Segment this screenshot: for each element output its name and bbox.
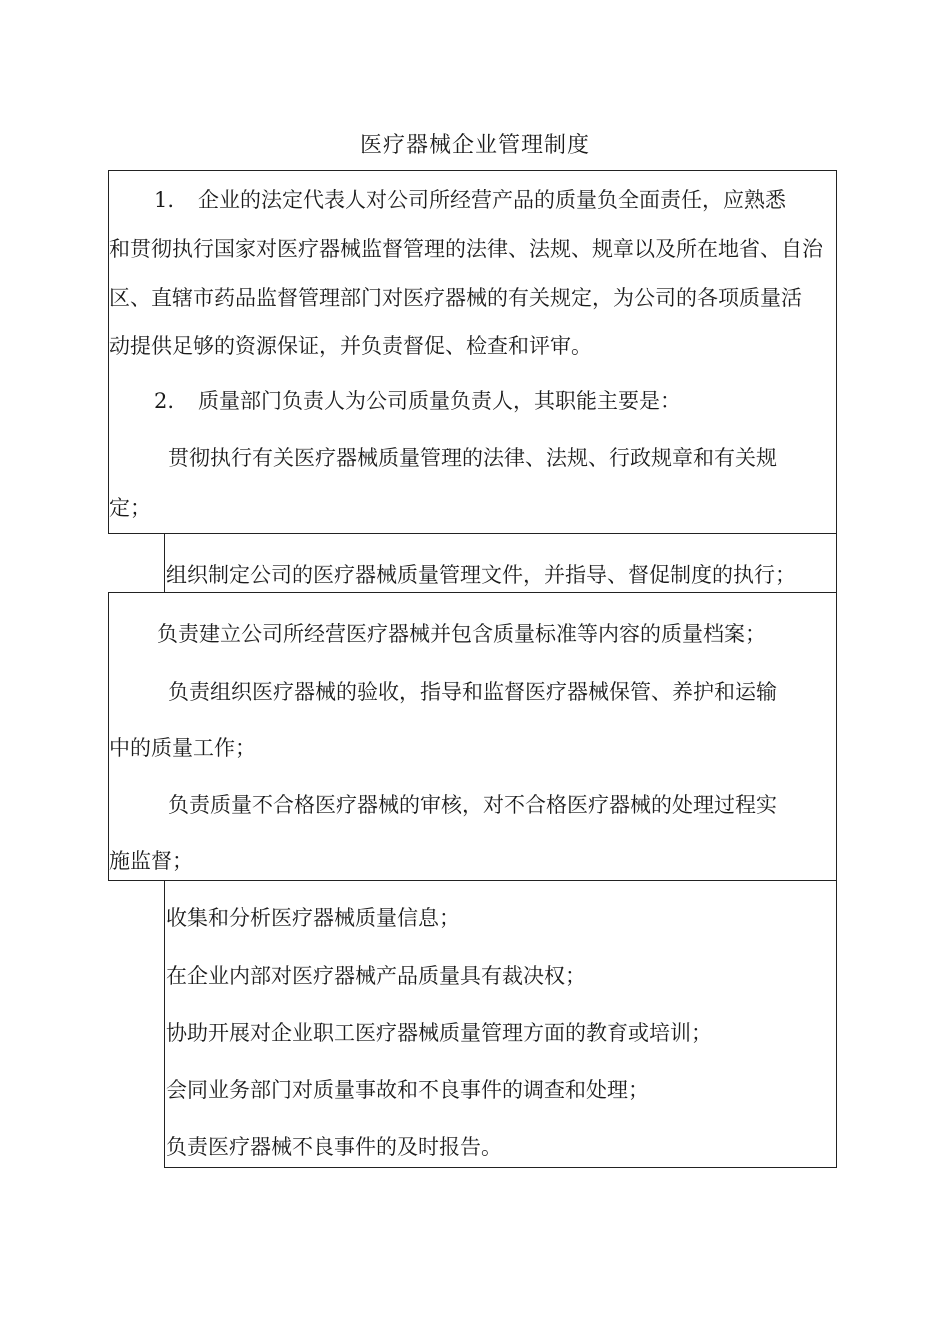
item-1-line-2: 和贯彻执行国家对医疗器械监督管理的法律、法规、规章以及所在地省、自治 bbox=[109, 237, 823, 261]
item-1-line-1: 1. 企业的法定代表人对公司所经营产品的质量负全面责任，应熟悉 bbox=[154, 188, 786, 212]
duty-5-line-2: 施监督； bbox=[109, 849, 193, 873]
section-box-2 bbox=[164, 533, 837, 593]
duty-3: 负责建立公司所经营医疗器械并包含质量标准等内容的质量档案； bbox=[157, 622, 766, 646]
duty-1-line-1: 贯彻执行有关医疗器械质量管理的法律、法规、行政规章和有关规 bbox=[168, 446, 777, 470]
document-title: 医疗器械企业管理制度 bbox=[359, 133, 590, 158]
duty-2: 组织制定公司的医疗器械质量管理文件，并指导、督促制度的执行； bbox=[166, 563, 796, 587]
item-2-number: 2. bbox=[154, 389, 175, 413]
duty-5-line-1: 负责质量不合格医疗器械的审核，对不合格医疗器械的处理过程实 bbox=[168, 793, 777, 817]
section-box-4 bbox=[164, 880, 837, 1168]
duty-4-line-1: 负责组织医疗器械的验收，指导和监督医疗器械保管、养护和运输 bbox=[168, 680, 777, 704]
duty-4-line-2: 中的质量工作； bbox=[109, 736, 256, 760]
section-box-3 bbox=[108, 592, 837, 881]
duty-6: 收集和分析医疗器械质量信息； bbox=[166, 906, 460, 930]
duty-8: 协助开展对企业职工医疗器械质量管理方面的教育或培训； bbox=[166, 1021, 712, 1045]
section-box-1 bbox=[108, 170, 837, 534]
item-2-heading: 2. 质量部门负责人为公司质量负责人，其职能主要是： bbox=[154, 389, 681, 413]
duty-7: 在企业内部对医疗器械产品质量具有裁决权； bbox=[166, 964, 586, 988]
duty-10: 负责医疗器械不良事件的及时报告。 bbox=[166, 1135, 502, 1159]
duty-9: 会同业务部门对质量事故和不良事件的调查和处理； bbox=[166, 1078, 649, 1102]
item-1-line-3: 区、直辖市药品监督管理部门对医疗器械的有关规定，为公司的各项质量活 bbox=[109, 286, 802, 310]
item-1-line-4: 动提供足够的资源保证，并负责督促、检查和评审。 bbox=[109, 334, 592, 358]
duty-1-line-2: 定； bbox=[109, 496, 151, 520]
item-1-number: 1. bbox=[154, 188, 175, 212]
